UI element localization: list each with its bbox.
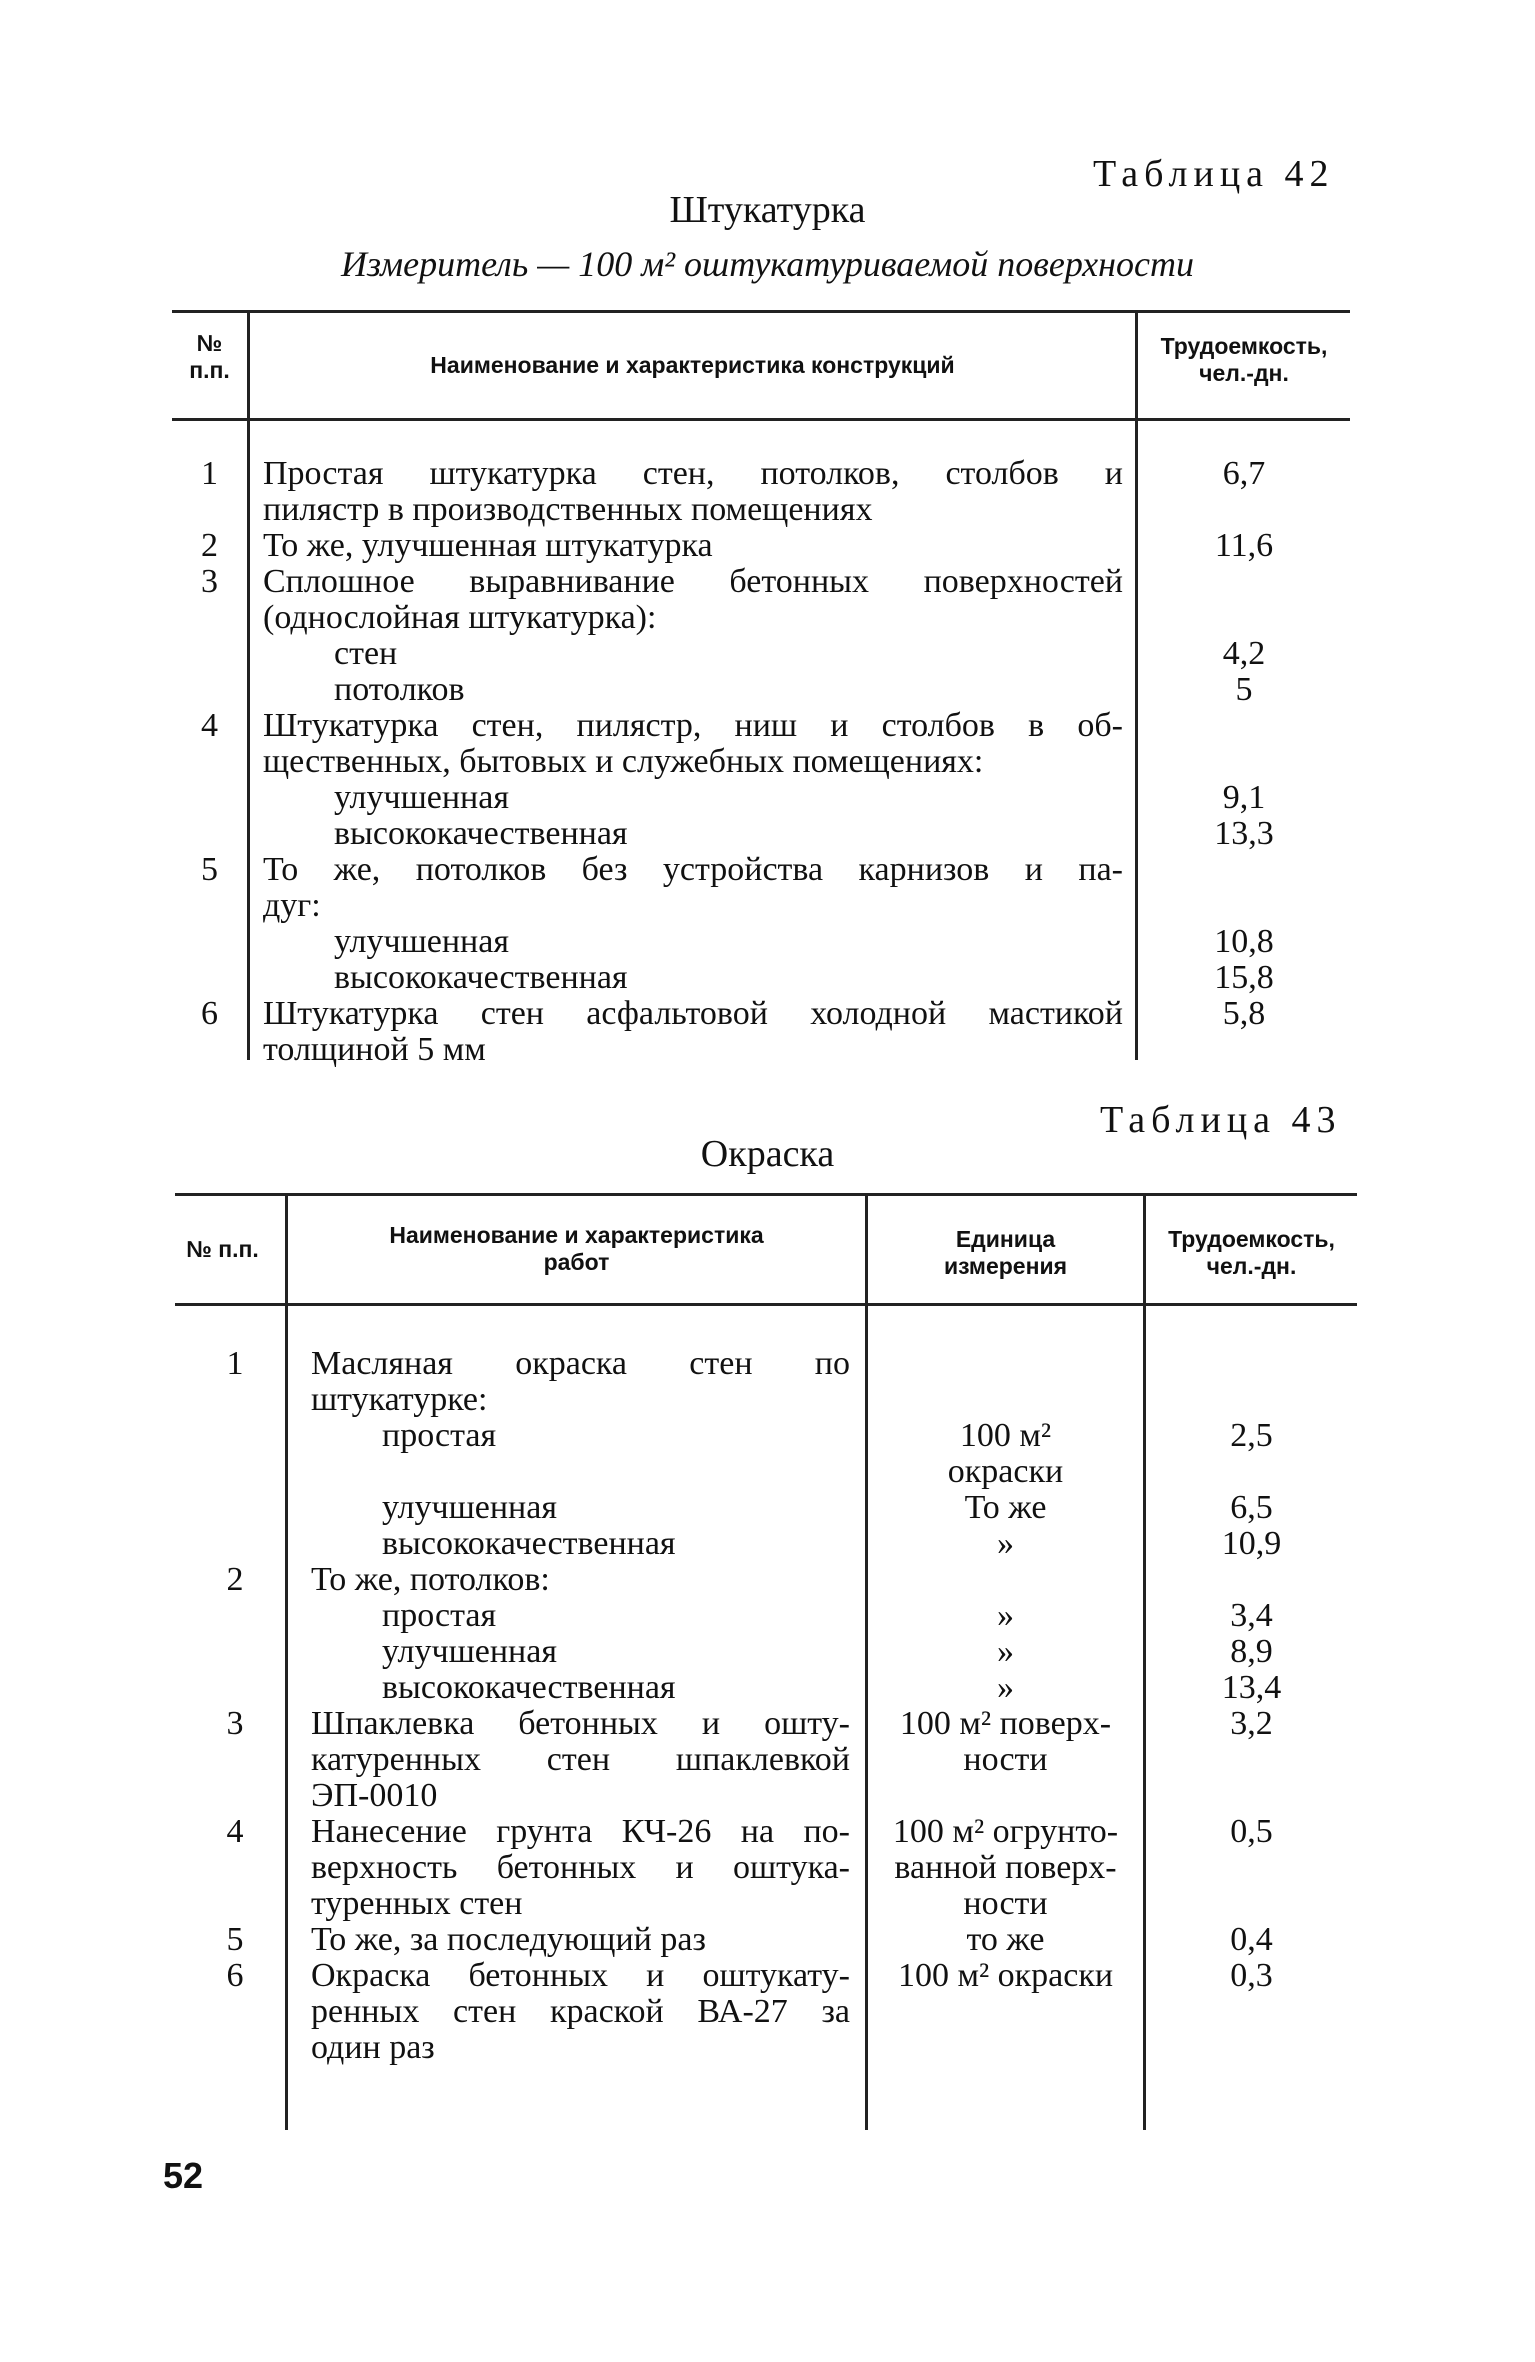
row-text-line: Сплошное выравнивание бетонных поверхностей [263,563,1123,600]
row-number: 2 [226,1561,244,1598]
row-text-line: Нанесение грунта КЧ-26 на по- [311,1813,850,1850]
row-text-line: (однослойная штукатурка): [263,599,657,636]
row-text-line: Масляная окраска стен по [311,1345,850,1382]
row-text-line: ЭП-0010 [311,1777,438,1814]
row-text-line: дуг: [263,887,321,924]
row-text-line: высококачественная [382,1525,676,1562]
row-unit-line: » [997,1633,1014,1670]
row-value: 4,2 [1222,635,1266,672]
row-text-line: потолков [334,671,465,708]
row-number: 5 [201,851,218,888]
table43-header-rule [175,1303,1357,1306]
table42-header-rule [172,418,1350,421]
row-number: 6 [226,1957,244,1994]
row-value: 5 [1235,671,1253,708]
row-text-line: простая [382,1417,497,1454]
row-value: 3,4 [1230,1597,1273,1634]
table42-top-rule [172,310,1350,313]
table42-title: Штукатурка [669,189,866,231]
row-number: 1 [226,1345,244,1382]
row-number: 6 [201,995,218,1032]
row-value: 0,3 [1230,1957,1273,1994]
row-number: 3 [201,563,218,600]
row-unit-line: 100 м² огрунто- [892,1813,1119,1850]
row-text-line: верхность бетонных и оштука- [311,1849,850,1886]
row-text-line: То же, потолков без устройства карнизов и па- [263,851,1123,888]
table42-header-name: Наименование и характеристика конструкций [430,352,955,378]
row-unit-line: ванной поверх- [894,1849,1117,1886]
table43-header-unit: Единица измерения [943,1226,1068,1279]
table43-header-labor: Трудоемкость, чел.-дн. [1168,1226,1335,1279]
row-value: 13,4 [1221,1669,1282,1706]
row-value: 15,8 [1214,959,1274,996]
row-value: 0,4 [1230,1921,1273,1958]
row-text-line: Штукатурка стен, пилястр, ниш и столбов в об- [263,707,1123,744]
row-value: 9,1 [1222,779,1266,816]
table42-header-labor: Трудоемкость, чел.-дн. [1160,333,1328,386]
row-text-line: Шпаклевка бетонных и ошту- [311,1705,850,1742]
row-number: 3 [226,1705,244,1742]
row-value: 6,5 [1230,1489,1273,1526]
row-text-line: улучшенная [334,923,509,960]
row-unit-line: » [997,1525,1014,1562]
row-number: 4 [226,1813,244,1850]
row-text-line: улучшенная [382,1633,557,1670]
row-unit-line: То же [964,1489,1047,1526]
row-unit-line: окраски [947,1453,1064,1490]
row-unit-line: то же [966,1921,1045,1958]
row-text-line: высококачественная [334,959,628,996]
table42-caption: Таблица 42 [1093,153,1335,195]
row-text-line: простая [382,1597,497,1634]
row-text-line: толщиной 5 мм [263,1031,486,1068]
row-text-line: То же, потолков: [311,1561,550,1598]
row-text-line: То же, улучшенная штукатурка [263,527,713,564]
table43-title: Окраска [700,1133,835,1175]
row-unit-line: ности [963,1885,1048,1922]
row-text-line: Штукатурка стен асфальтовой холодной мастикой [263,995,1123,1032]
row-value: 3,2 [1230,1705,1273,1742]
row-text-line: один раз [311,2029,435,2066]
row-text-line: Окраска бетонных и оштукату- [311,1957,850,1994]
table42-subtitle: Измеритель — 100 м² оштукатуриваемой поверхности [341,244,1194,284]
table43-top-rule [175,1193,1357,1196]
row-text-line: То же, за последующий раз [311,1921,706,1958]
row-number: 4 [201,707,218,744]
row-text-line: катуренных стен шпаклевкой [311,1741,850,1778]
row-text-line: высококачественная [382,1669,676,1706]
row-text-line: стен [334,635,398,672]
row-text-line: Простая штукатурка стен, потолков, столбов и [263,455,1123,492]
table42-header-num: № п.п. [189,330,230,383]
row-value: 5,8 [1222,995,1266,1032]
page-number: 52 [163,2155,204,2196]
row-value: 11,6 [1214,527,1274,564]
row-text-line: ренных стен краской ВА-27 за [311,1993,850,2030]
row-value: 6,7 [1222,455,1266,492]
table43-header-name: Наименование и характеристика работ [389,1222,764,1275]
table42-col-divider-1 [247,310,250,1060]
row-number: 2 [201,527,218,564]
row-text-line: улучшенная [382,1489,557,1526]
row-value: 13,3 [1214,815,1274,852]
row-text-line: пилястр в производственных помещениях [263,491,873,528]
row-unit-line: 100 м² [959,1417,1052,1454]
row-unit-line: ности [963,1741,1048,1778]
row-unit-line: » [997,1669,1014,1706]
row-number: 5 [226,1921,244,1958]
table43-caption: Таблица 43 [1100,1099,1342,1141]
row-value: 0,5 [1230,1813,1273,1850]
row-value: 8,9 [1230,1633,1273,1670]
row-text-line: щественных, бытовых и служебных помещениях: [263,743,984,780]
row-text-line: высококачественная [334,815,628,852]
row-value: 10,8 [1214,923,1274,960]
row-text-line: улучшенная [334,779,509,816]
row-number: 1 [201,455,218,492]
row-unit-line: » [997,1597,1014,1634]
table43-header-num: № п.п. [186,1236,259,1262]
row-unit-line: 100 м² окраски [897,1957,1114,1994]
row-text-line: туренных стен [311,1885,523,1922]
table43-col-divider-1 [285,1193,288,2130]
row-unit-line: 100 м² поверх- [899,1705,1112,1742]
row-text-line: штукатурке: [311,1381,488,1418]
row-value: 2,5 [1230,1417,1273,1454]
row-value: 10,9 [1221,1525,1282,1562]
